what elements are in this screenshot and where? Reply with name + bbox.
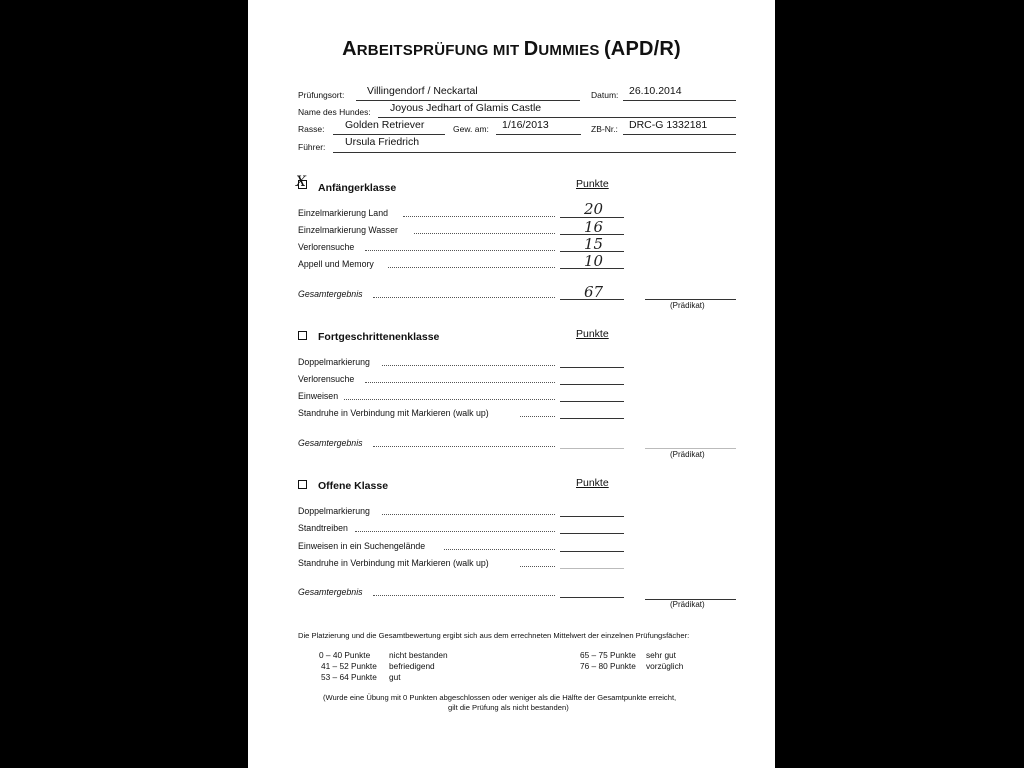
gew-line: [496, 134, 581, 135]
punkte-header-2: Punkte: [576, 328, 609, 340]
total-line: [560, 299, 624, 300]
score-line[interactable]: [560, 418, 624, 419]
fuehrer-value: Ursula Friedrich: [345, 136, 420, 148]
score-value: 15: [584, 235, 604, 253]
total-line[interactable]: [560, 597, 624, 598]
dot-leader: [403, 216, 555, 217]
scale-grade: sehr gut: [646, 650, 676, 660]
praedikat-line[interactable]: [645, 448, 736, 449]
checkbox-offene-klasse[interactable]: [298, 480, 307, 489]
praedikat-label: (Prädikat): [670, 600, 705, 609]
rasse-value: Golden Retriever: [345, 119, 425, 131]
hund-label: Name des Hundes:: [298, 107, 371, 117]
datum-value: 26.10.2014: [629, 85, 682, 97]
score-value: 16: [584, 218, 604, 236]
score-line[interactable]: [560, 516, 624, 517]
dot-leader: [373, 595, 555, 596]
dot-leader: [373, 446, 555, 447]
pruefungsort-label: Prüfungsort:: [298, 90, 345, 100]
hund-value: Joyous Jedhart of Glamis Castle: [390, 102, 542, 114]
pruefungsort-value: Villingendorf / Neckartal: [367, 85, 478, 97]
section-title-fortgeschrittenenklasse: Fortgeschrittenenklasse: [318, 331, 440, 343]
praedikat-label: (Prädikat): [670, 450, 705, 459]
footer-note-line2: gilt die Prüfung als nicht bestanden): [448, 703, 569, 712]
item-label: Standruhe in Verbindung mit Markieren (walk up): [298, 408, 489, 418]
score-line: [560, 268, 624, 269]
item-label: Einzelmarkierung Wasser: [298, 225, 398, 235]
zb-line: [623, 134, 736, 135]
scale-range: 65 – 75 Punkte: [580, 650, 636, 660]
dot-leader: [373, 297, 555, 298]
fuehrer-line: [333, 152, 736, 153]
total-line[interactable]: [560, 448, 624, 449]
punkte-header-1: Punkte: [576, 178, 609, 190]
pruefungsort-line: [356, 100, 580, 101]
dot-leader: [444, 549, 555, 550]
score-line[interactable]: [560, 401, 624, 402]
scale-range: 76 – 80 Punkte: [580, 661, 636, 671]
dot-leader: [365, 382, 555, 383]
footer-intro: Die Platzierung und die Gesamtbewertung ergibt sich aus dem errechneten Mittelwert der einzelnen Prüfungsfächer:: [298, 631, 690, 640]
zb-value: DRC-G 1332181: [629, 119, 708, 131]
total-label: Gesamtergebnis: [298, 587, 363, 597]
dot-leader: [382, 365, 555, 366]
dot-leader: [355, 531, 555, 532]
praedikat-line: [645, 299, 736, 300]
rasse-line: [333, 134, 445, 135]
dot-leader: [520, 566, 555, 567]
item-label: Standruhe in Verbindung mit Markieren (walk up): [298, 558, 489, 568]
score-line[interactable]: [560, 533, 624, 534]
total-score: 67: [584, 283, 604, 301]
dot-leader: [414, 233, 555, 234]
score-value: 20: [584, 200, 604, 218]
item-label: Einzelmarkierung Land: [298, 208, 388, 218]
punkte-header-3: Punkte: [576, 477, 609, 489]
dot-leader: [520, 416, 555, 417]
scale-range: 53 – 64 Punkte: [321, 672, 377, 682]
score-line[interactable]: [560, 384, 624, 385]
praedikat-label: (Prädikat): [670, 301, 705, 310]
scale-grade: befriedigend: [389, 661, 435, 671]
item-label: Standtreiben: [298, 523, 348, 533]
hund-line: [378, 117, 736, 118]
gew-value: 1/16/2013: [502, 119, 549, 131]
total-label: Gesamtergebnis: [298, 289, 363, 299]
dot-leader: [365, 250, 555, 251]
scale-grade: nicht bestanden: [389, 650, 448, 660]
total-label: Gesamtergebnis: [298, 438, 363, 448]
score-line[interactable]: [560, 367, 624, 368]
item-label: Verlorensuche: [298, 374, 355, 384]
dot-leader: [388, 267, 555, 268]
zb-label: ZB-Nr.:: [591, 124, 618, 134]
check-mark: X: [296, 174, 306, 190]
checkbox-fortgeschrittenenklasse[interactable]: [298, 331, 307, 340]
datum-label: Datum:: [591, 90, 619, 100]
item-label: Einweisen in ein Suchengelände: [298, 541, 426, 551]
score-value: 10: [584, 252, 604, 270]
section-title-offene-klasse: Offene Klasse: [318, 480, 389, 492]
scale-range: 41 – 52 Punkte: [321, 661, 377, 671]
dot-leader: [382, 514, 555, 515]
footer-note-line1: (Wurde eine Übung mit 0 Punkten abgeschlossen oder weniger als die Hälfte der Gesamtpunkte erreicht,: [323, 693, 677, 702]
fuehrer-label: Führer:: [298, 142, 326, 152]
rasse-label: Rasse:: [298, 124, 325, 134]
page-title: ARBEITSPRÜFUNG MIT DUMMIES (APD/R): [342, 38, 681, 60]
scale-grade: gut: [389, 672, 401, 682]
score-line[interactable]: [560, 568, 624, 569]
score-line[interactable]: [560, 551, 624, 552]
form-page: [248, 0, 775, 768]
item-label: Verlorensuche: [298, 242, 355, 252]
gew-label: Gew. am:: [453, 124, 489, 134]
section-title-anfaengerklasse: Anfängerklasse: [318, 182, 397, 194]
item-label: Doppelmarkierung: [298, 506, 370, 516]
dot-leader: [344, 399, 555, 400]
item-label: Appell und Memory: [298, 259, 374, 269]
item-label: Doppelmarkierung: [298, 357, 370, 367]
item-label: Einweisen: [298, 391, 339, 401]
scale-range: 0 – 40 Punkte: [319, 650, 371, 660]
datum-line: [623, 100, 736, 101]
scale-grade: vorzüglich: [646, 661, 684, 671]
